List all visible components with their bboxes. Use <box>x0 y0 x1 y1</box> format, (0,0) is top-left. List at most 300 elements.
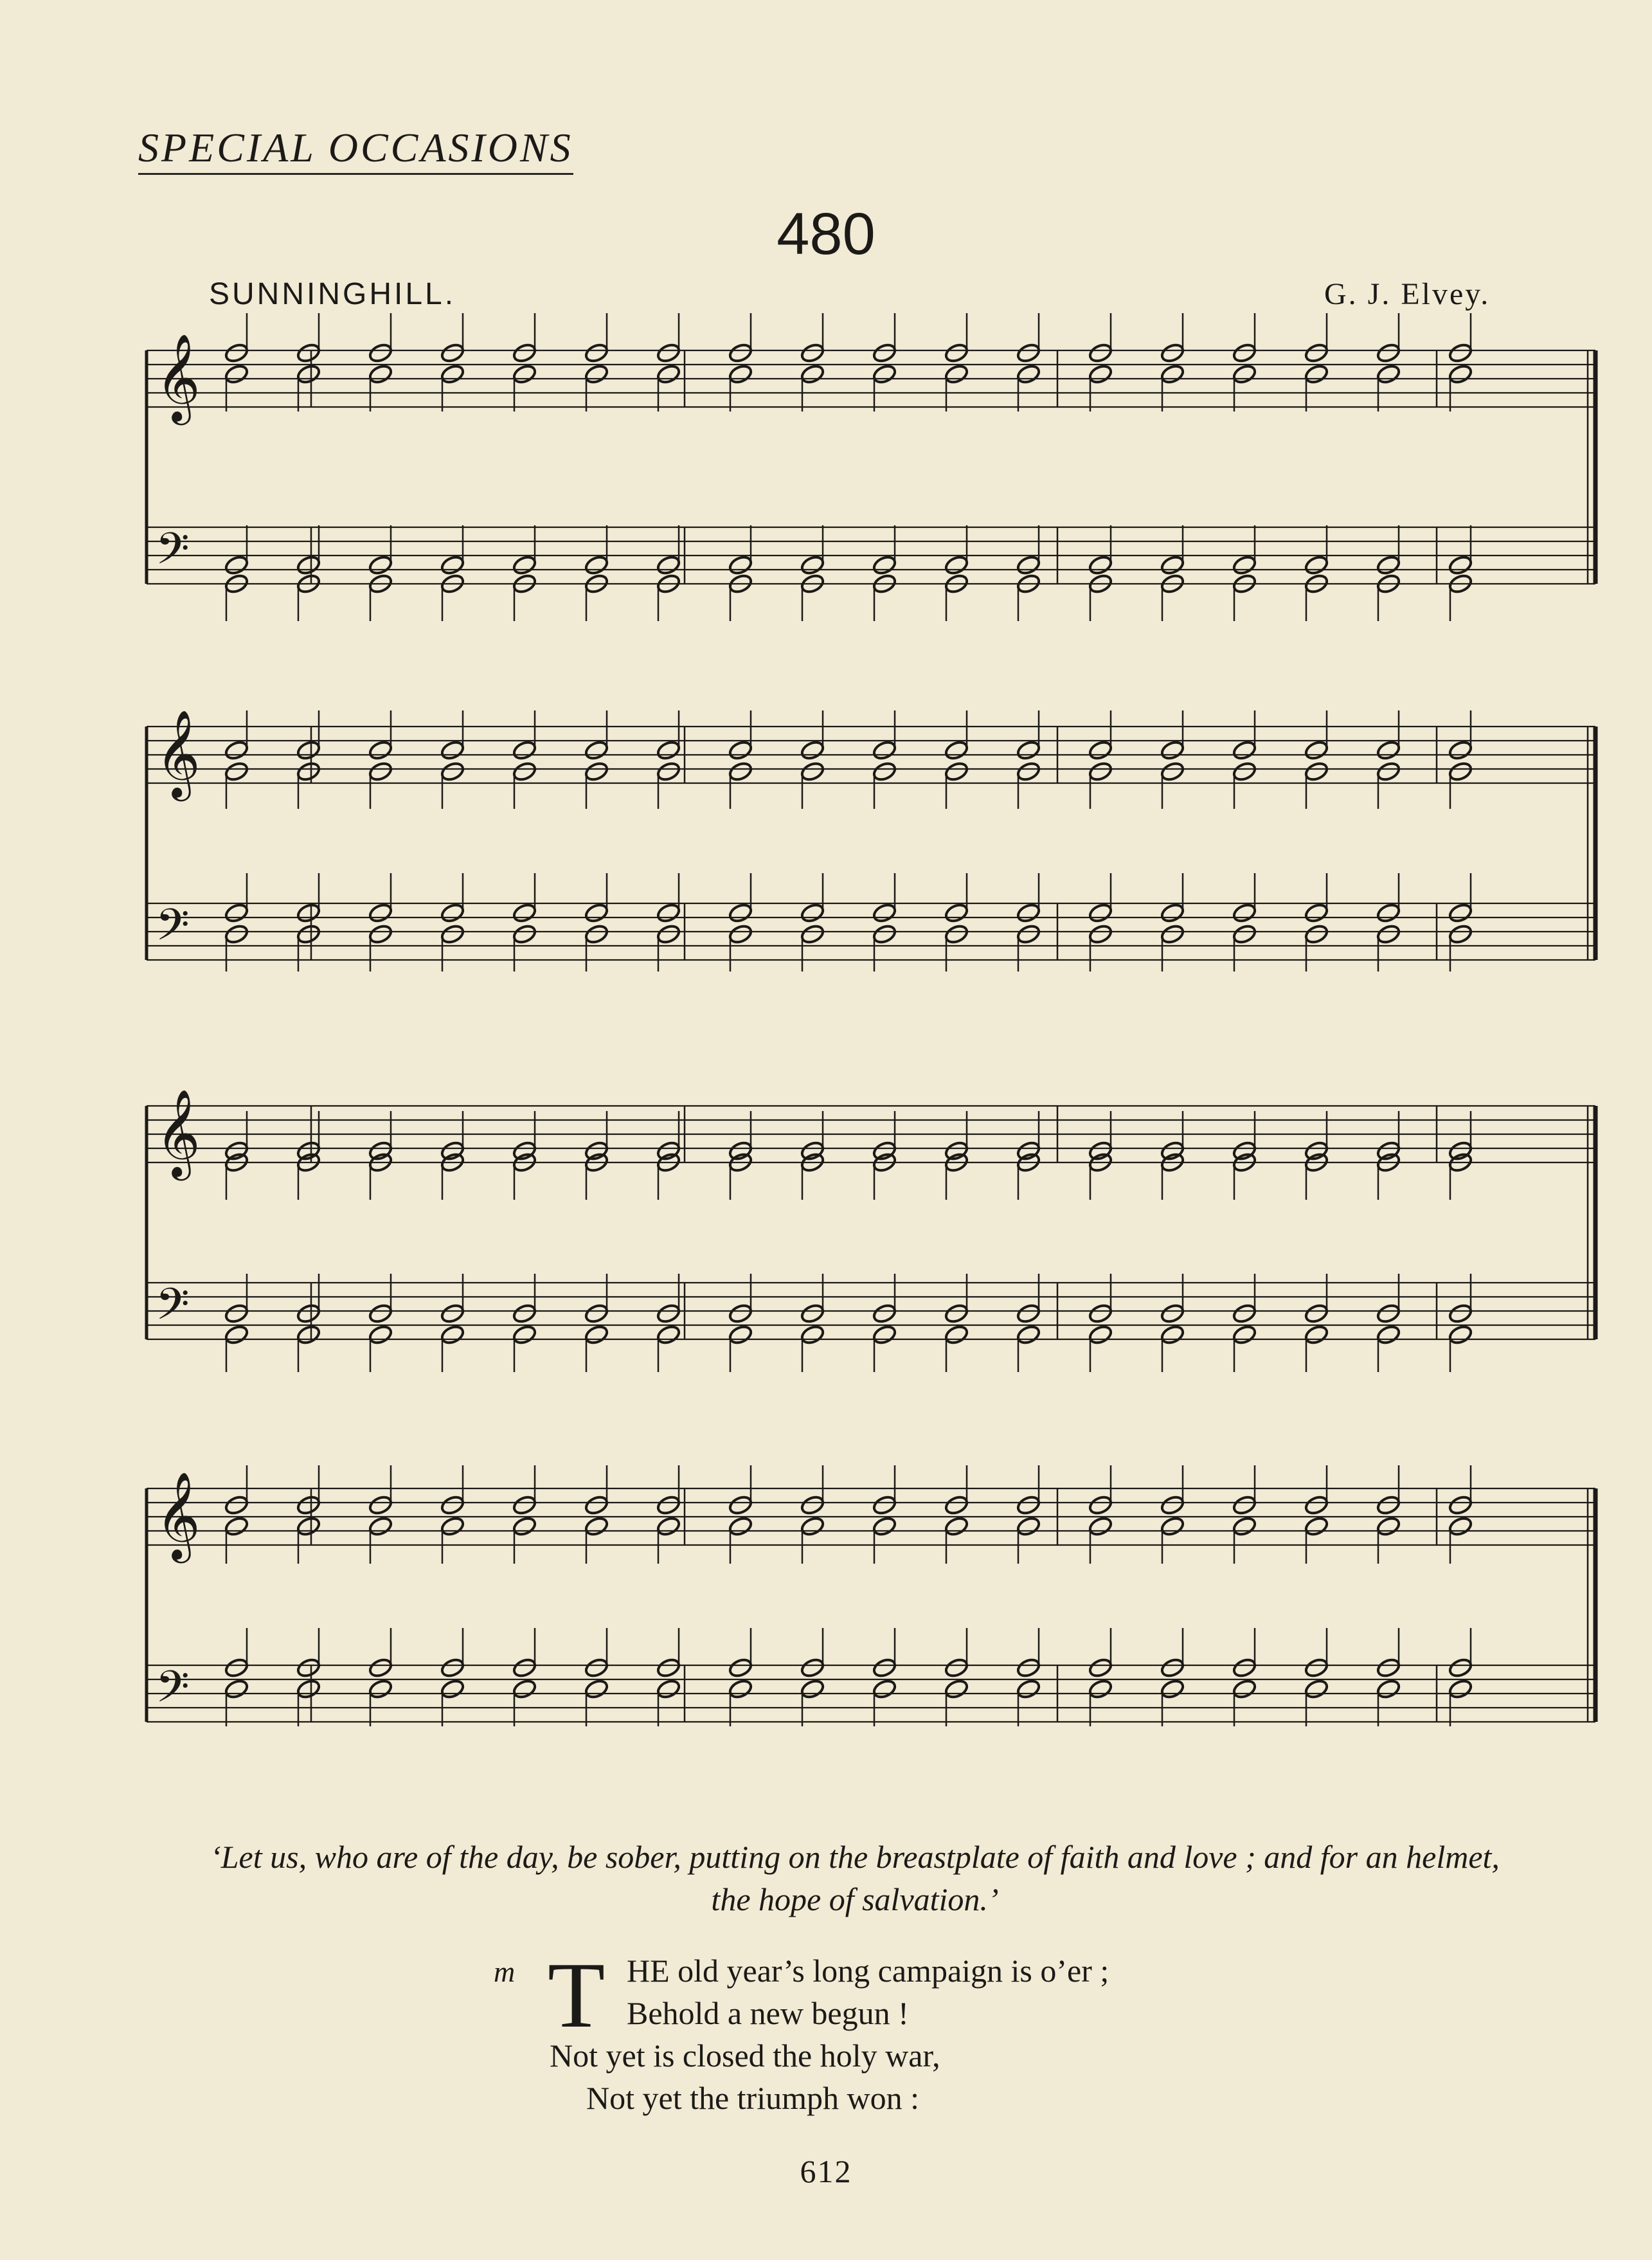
note-head <box>296 1152 321 1173</box>
note-head <box>368 363 393 385</box>
note-head <box>1448 1494 1473 1516</box>
treble-clef-icon: 𝄞 <box>156 1088 201 1177</box>
note-head <box>296 923 321 945</box>
note-head <box>1448 761 1473 782</box>
note-head <box>1016 739 1041 761</box>
note-head <box>1376 573 1401 595</box>
note-head <box>584 902 609 924</box>
note-head <box>512 1152 537 1173</box>
note-head <box>656 554 681 576</box>
note-head <box>1088 342 1113 364</box>
note-head <box>656 342 681 364</box>
note-head <box>944 761 969 782</box>
note-head <box>440 1678 465 1700</box>
note-head <box>440 363 465 385</box>
note-head <box>296 1140 321 1162</box>
note-head <box>872 363 897 385</box>
verse-line: Behold a new begun ! <box>627 1995 909 2031</box>
note-head <box>872 1140 897 1162</box>
note-head <box>1016 1515 1041 1537</box>
note-head <box>656 1657 681 1679</box>
note-head <box>656 902 681 924</box>
note-head <box>944 342 969 364</box>
note-head <box>800 554 825 576</box>
note-head <box>1304 573 1329 595</box>
treble-clef-icon: 𝄞 <box>156 332 201 421</box>
note-head <box>1232 1657 1257 1679</box>
note-head <box>296 342 321 364</box>
note-head <box>1160 342 1185 364</box>
note-head <box>224 1140 249 1162</box>
note-head <box>728 1152 753 1173</box>
bass-clef-icon: 𝄢 <box>156 1279 190 1341</box>
note-head <box>584 1303 609 1324</box>
note-head <box>872 342 897 364</box>
note-head <box>1448 363 1473 385</box>
note-head <box>224 554 249 576</box>
note-head <box>872 573 897 595</box>
note-head <box>800 1303 825 1324</box>
note-head <box>1016 554 1041 576</box>
note-head <box>1376 1494 1401 1516</box>
note-head <box>512 1324 537 1346</box>
note-head <box>224 761 249 782</box>
note-head <box>1016 342 1041 364</box>
verse-line: Not yet the triumph won : <box>586 2080 919 2116</box>
note-head <box>1160 1515 1185 1537</box>
note-head <box>800 342 825 364</box>
note-head <box>296 902 321 924</box>
note-head <box>656 1515 681 1537</box>
note-head <box>296 1494 321 1516</box>
note-head <box>1088 1678 1113 1700</box>
running-head: SPECIAL OCCASIONS <box>138 125 573 175</box>
note-head <box>800 363 825 385</box>
note-head <box>1304 1678 1329 1700</box>
note-head <box>1088 363 1113 385</box>
note-head <box>1160 739 1185 761</box>
note-head <box>512 1657 537 1679</box>
note-head <box>296 1303 321 1324</box>
note-head <box>584 1140 609 1162</box>
note-head <box>1232 739 1257 761</box>
note-head <box>1088 902 1113 924</box>
note-head <box>800 1494 825 1516</box>
note-head <box>1016 1494 1041 1516</box>
verse-line: HE old year’s long campaign is o’er ; <box>627 1953 1109 1989</box>
note-head <box>656 739 681 761</box>
page-number: 612 <box>800 2153 852 2189</box>
note-head <box>224 1657 249 1679</box>
drop-cap: T <box>548 1943 606 2047</box>
note-head <box>1304 902 1329 924</box>
note-head <box>584 1494 609 1516</box>
note-head <box>872 761 897 782</box>
note-head <box>800 1657 825 1679</box>
note-head <box>512 1494 537 1516</box>
note-head <box>800 1140 825 1162</box>
note-head <box>224 1303 249 1324</box>
composer-name: G. J. Elvey. <box>1324 277 1491 311</box>
note-head <box>440 1140 465 1162</box>
note-head <box>1232 761 1257 782</box>
note-head <box>1232 363 1257 385</box>
note-head <box>656 923 681 945</box>
note-head <box>800 902 825 924</box>
note-head <box>1376 1324 1401 1346</box>
note-head <box>224 1515 249 1537</box>
note-head <box>1304 342 1329 364</box>
note-head <box>1088 573 1113 595</box>
note-head <box>728 342 753 364</box>
bass-clef-icon: 𝄢 <box>156 900 190 961</box>
note-head <box>440 1152 465 1173</box>
note-head <box>656 363 681 385</box>
note-head <box>1304 761 1329 782</box>
note-head <box>1160 902 1185 924</box>
note-head <box>584 1657 609 1679</box>
note-head <box>368 1515 393 1537</box>
note-head <box>224 1494 249 1516</box>
note-head <box>296 363 321 385</box>
note-head <box>440 554 465 576</box>
note-head <box>872 1678 897 1700</box>
note-head <box>656 1140 681 1162</box>
note-head <box>440 1657 465 1679</box>
note-head <box>368 761 393 782</box>
note-head <box>1232 554 1257 576</box>
note-head <box>1232 902 1257 924</box>
note-head <box>368 342 393 364</box>
note-head <box>944 923 969 945</box>
note-head <box>1232 342 1257 364</box>
note-head <box>1304 923 1329 945</box>
note-head <box>1160 923 1185 945</box>
note-head <box>800 1152 825 1173</box>
note-head <box>944 1494 969 1516</box>
note-head <box>1376 1140 1401 1162</box>
note-head <box>1376 902 1401 924</box>
note-head <box>1304 554 1329 576</box>
note-head <box>728 554 753 576</box>
note-head <box>440 1515 465 1537</box>
note-head <box>584 1152 609 1173</box>
note-head <box>1448 1140 1473 1162</box>
note-head <box>1232 573 1257 595</box>
note-head <box>800 923 825 945</box>
note-head <box>440 1324 465 1346</box>
note-head <box>728 573 753 595</box>
note-head <box>512 761 537 782</box>
note-head <box>440 902 465 924</box>
note-head <box>1088 1152 1113 1173</box>
note-head <box>224 1152 249 1173</box>
note-head <box>1448 923 1473 945</box>
note-head <box>1304 739 1329 761</box>
note-head <box>656 1494 681 1516</box>
note-head <box>1376 761 1401 782</box>
note-head <box>440 739 465 761</box>
note-head <box>728 1303 753 1324</box>
note-head <box>296 1515 321 1537</box>
note-head <box>368 554 393 576</box>
note-head <box>584 1515 609 1537</box>
note-head <box>1304 1152 1329 1173</box>
note-head <box>1448 1515 1473 1537</box>
note-head <box>1304 1657 1329 1679</box>
note-head <box>1088 1140 1113 1162</box>
note-head <box>1160 1152 1185 1173</box>
note-head <box>944 1140 969 1162</box>
note-head <box>800 1324 825 1346</box>
note-head <box>296 1324 321 1346</box>
note-head <box>1304 1140 1329 1162</box>
note-head <box>872 923 897 945</box>
note-head <box>656 1678 681 1700</box>
note-head <box>1160 1324 1185 1346</box>
note-head <box>1088 1515 1113 1537</box>
note-head <box>440 761 465 782</box>
note-head <box>296 739 321 761</box>
note-head <box>1232 1140 1257 1162</box>
note-head <box>800 761 825 782</box>
note-head <box>1448 902 1473 924</box>
note-head <box>944 739 969 761</box>
note-head <box>368 923 393 945</box>
note-head <box>584 739 609 761</box>
note-head <box>1376 363 1401 385</box>
note-head <box>584 342 609 364</box>
note-head <box>368 1657 393 1679</box>
note-head <box>872 739 897 761</box>
note-head <box>728 1515 753 1537</box>
note-head <box>1160 1657 1185 1679</box>
note-head <box>1232 1324 1257 1346</box>
note-head <box>800 573 825 595</box>
note-head <box>872 1324 897 1346</box>
note-head <box>944 1657 969 1679</box>
note-head <box>872 902 897 924</box>
note-head <box>800 739 825 761</box>
note-head <box>224 739 249 761</box>
note-head <box>440 1494 465 1516</box>
note-head <box>512 739 537 761</box>
note-head <box>1232 1515 1257 1537</box>
note-head <box>1088 1657 1113 1679</box>
note-head <box>1016 1657 1041 1679</box>
note-head <box>728 902 753 924</box>
note-head <box>1088 1324 1113 1346</box>
note-head <box>1016 923 1041 945</box>
bass-clef-icon: 𝄢 <box>156 524 190 585</box>
note-head <box>1016 573 1041 595</box>
note-head <box>1160 554 1185 576</box>
note-head <box>440 573 465 595</box>
note-head <box>872 1303 897 1324</box>
note-head <box>1160 1303 1185 1324</box>
note-head <box>1160 1140 1185 1162</box>
note-head <box>656 1324 681 1346</box>
note-head <box>224 1678 249 1700</box>
note-head <box>944 363 969 385</box>
note-head <box>1448 739 1473 761</box>
note-head <box>1016 363 1041 385</box>
note-head <box>296 573 321 595</box>
note-head <box>368 1152 393 1173</box>
note-head <box>1448 1657 1473 1679</box>
note-head <box>368 902 393 924</box>
note-head <box>1448 342 1473 364</box>
note-head <box>1232 1678 1257 1700</box>
note-head <box>728 1657 753 1679</box>
note-head <box>512 1140 537 1162</box>
bass-clef-icon: 𝄢 <box>156 1662 190 1723</box>
note-head <box>1376 1515 1401 1537</box>
note-head <box>1232 1303 1257 1324</box>
note-head <box>512 923 537 945</box>
note-head <box>1232 1494 1257 1516</box>
note-head <box>1304 363 1329 385</box>
note-head <box>584 1324 609 1346</box>
note-head <box>296 554 321 576</box>
note-head <box>1088 1303 1113 1324</box>
note-head <box>1160 1678 1185 1700</box>
note-head <box>1448 1303 1473 1324</box>
note-head <box>1160 363 1185 385</box>
note-head <box>800 1515 825 1537</box>
note-head <box>1088 554 1113 576</box>
note-head <box>512 902 537 924</box>
treble-clef-icon: 𝄞 <box>156 1470 201 1559</box>
note-head <box>872 1657 897 1679</box>
note-head <box>1232 1152 1257 1173</box>
note-head <box>1088 1494 1113 1516</box>
note-head <box>440 342 465 364</box>
note-head <box>368 1303 393 1324</box>
note-head <box>728 1678 753 1700</box>
note-head <box>1448 1152 1473 1173</box>
treble-clef-icon: 𝄞 <box>156 709 201 797</box>
note-head <box>224 363 249 385</box>
note-head <box>944 1152 969 1173</box>
note-head <box>584 554 609 576</box>
note-head <box>1448 573 1473 595</box>
note-head <box>1088 761 1113 782</box>
note-head <box>656 573 681 595</box>
note-head <box>584 923 609 945</box>
note-head <box>1376 1678 1401 1700</box>
note-head <box>1304 1303 1329 1324</box>
note-head <box>296 1657 321 1679</box>
note-head <box>728 363 753 385</box>
note-head <box>728 1324 753 1346</box>
note-head <box>1016 1152 1041 1173</box>
note-head <box>944 1303 969 1324</box>
note-head <box>944 573 969 595</box>
note-head <box>1376 739 1401 761</box>
note-head <box>440 1303 465 1324</box>
note-head <box>1448 1678 1473 1700</box>
note-head <box>512 554 537 576</box>
note-head <box>368 1140 393 1162</box>
note-head <box>368 573 393 595</box>
note-head <box>728 761 753 782</box>
note-head <box>1304 1515 1329 1537</box>
scripture-epigraph: ‘Let us, who are of the day, be sober, putting on the breastplate of faith and love ; and for an helmet, the hope of salvation.’ <box>210 1839 1500 1917</box>
note-head <box>656 1152 681 1173</box>
hymn-number: 480 <box>777 201 875 267</box>
note-head <box>1016 902 1041 924</box>
note-head <box>872 1494 897 1516</box>
note-head <box>440 923 465 945</box>
note-head <box>944 1515 969 1537</box>
note-head <box>1376 342 1401 364</box>
note-head <box>584 573 609 595</box>
note-head <box>224 902 249 924</box>
note-head <box>1016 1678 1041 1700</box>
note-head <box>224 1324 249 1346</box>
note-head <box>224 342 249 364</box>
note-head <box>1016 1140 1041 1162</box>
note-head <box>1304 1324 1329 1346</box>
note-head <box>728 1140 753 1162</box>
note-head <box>728 1494 753 1516</box>
note-head <box>1016 1324 1041 1346</box>
note-head <box>1016 1303 1041 1324</box>
note-head <box>728 923 753 945</box>
note-head <box>224 923 249 945</box>
note-head <box>656 761 681 782</box>
note-head <box>1160 573 1185 595</box>
note-head <box>368 1324 393 1346</box>
note-head <box>1376 923 1401 945</box>
note-head <box>1376 1657 1401 1679</box>
note-head <box>512 342 537 364</box>
note-head <box>368 1678 393 1700</box>
note-head <box>1304 1494 1329 1516</box>
note-head <box>584 1678 609 1700</box>
verse-line: Not yet is closed the holy war, <box>550 2038 940 2074</box>
note-head <box>1448 554 1473 576</box>
note-head <box>512 1678 537 1700</box>
note-head <box>872 1152 897 1173</box>
note-head <box>296 761 321 782</box>
note-head <box>368 1494 393 1516</box>
note-head <box>872 554 897 576</box>
note-head <box>872 1515 897 1537</box>
note-head <box>944 1324 969 1346</box>
note-head <box>584 761 609 782</box>
note-head <box>800 1678 825 1700</box>
note-head <box>1376 1152 1401 1173</box>
note-head <box>224 573 249 595</box>
note-head <box>944 554 969 576</box>
note-head <box>944 1678 969 1700</box>
note-head <box>512 1303 537 1324</box>
note-head <box>1376 1303 1401 1324</box>
note-head <box>944 902 969 924</box>
note-head <box>1376 554 1401 576</box>
tune-name: SUNNINGHILL. <box>209 277 456 311</box>
note-head <box>656 1303 681 1324</box>
note-head <box>1088 739 1113 761</box>
note-head <box>296 1678 321 1700</box>
dynamic-marking: m <box>494 1955 516 1988</box>
note-head <box>1232 923 1257 945</box>
note-head <box>584 363 609 385</box>
note-head <box>1160 761 1185 782</box>
note-head <box>1160 1494 1185 1516</box>
